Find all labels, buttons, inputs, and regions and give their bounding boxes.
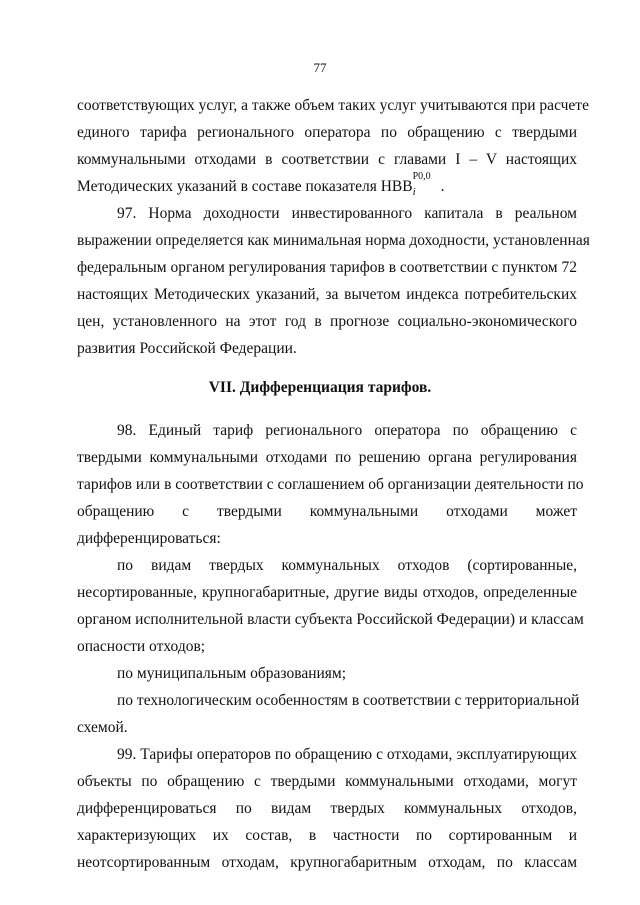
text-line: цен, установленного на этот год в прогнозе социально-экономического: [77, 313, 577, 330]
text-line: неотсортированным отходам, крупногабаритным отходам, по классам: [77, 854, 577, 871]
list-item-start: по видам твердых коммунальных отходов (сортированные,: [117, 557, 577, 574]
text-line: выражении определяется как минимальная норма доходности, установленная: [77, 232, 590, 249]
text-line: объекты по обращению с твердыми коммунальными отходами, могут: [77, 773, 577, 790]
text-line: характеризующих их состав, в частности по сортированным и: [77, 827, 577, 844]
paragraph-99-start: 99. Тарифы операторов по обращению с отходами, эксплуатирующих: [117, 746, 577, 763]
text-line-with-formula: [77, 171, 577, 198]
text-line: коммунальными отходами в соответствии с главами I – V настоящих: [77, 151, 577, 168]
text-line: соответствующих услуг, а также объем таких услуг учитываются при расчете: [77, 97, 589, 114]
formula-indices: [412, 171, 441, 198]
text-line: развития Российской Федерации.: [77, 340, 297, 357]
list-item-start: по технологическим особенностям в соответствии с территориальной: [117, 692, 580, 709]
page-number: 77: [313, 60, 327, 75]
text-line: единого тарифа регионального оператора по обращению с твердыми: [77, 124, 577, 141]
text-line: твердыми коммунальными отходами по решению органа регулирования: [77, 449, 577, 466]
text-line: настоящих Методических указаний, за вычетом индекса потребительских: [77, 286, 577, 303]
formula-subscript: i: [412, 186, 416, 198]
text-line: федеральным органом регулирования тарифов в соответствии с пунктом 72: [77, 259, 577, 276]
formula-superscript: P0,0: [412, 171, 431, 182]
text-line: обращению с твердыми коммунальными отходами может: [77, 503, 577, 520]
text-line: дифференцироваться:: [77, 530, 221, 547]
text-line: тарифов или в соответствии с соглашением об организации деятельности по: [77, 476, 584, 493]
paragraph-97-start: 97. Норма доходности инвестированного капитала в реальном: [117, 205, 577, 222]
text-line: Методических указаний в составе показателя НВВ: [77, 178, 413, 195]
paragraph-98-start: 98. Единый тариф регионального оператора по обращению с: [117, 422, 577, 439]
list-item: по муниципальным образованиям;: [117, 665, 347, 682]
formula-period: .: [440, 178, 445, 195]
text-line: несортированные, крупногабаритные, другие виды отходов, определенные: [77, 584, 577, 601]
text-line: органом исполнительной власти субъекта Российской Федерации) и классам: [77, 611, 584, 628]
section-heading: VII. Дифференциация тарифов.: [208, 379, 432, 396]
text-line: схемой.: [77, 719, 128, 736]
text-line: опасности отходов;: [77, 638, 206, 655]
text-line: дифференцироваться по видам твердых коммунальных отходов,: [77, 800, 577, 817]
